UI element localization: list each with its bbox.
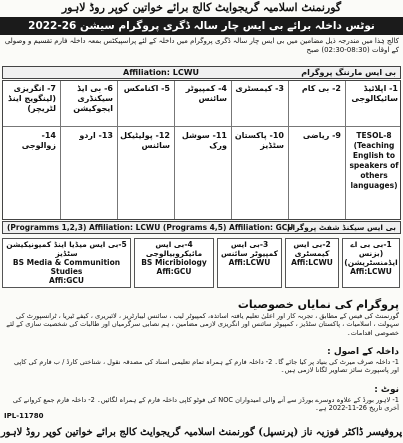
program-7: 7- انگریزی (لینگویج اینڈ لٹریچر) [7,84,56,113]
notice-title: نوٹس داخلہ برائے بی ایس چار سالہ ڈگری پروگرام سیشن [80,20,375,32]
notes-text: 1- لاہور بورڈ کے علاوہ دوسرے بورڈز سے آنے والی امیدواران NOC کی فوٹو کاپی داخلہ فارم کے ہمراہ لگائیں۔ 2- داخلہ فارم جمع کروانے کی آخری تاریخ 26-11-2022 ہے۔ [12,396,399,413]
principal-signature-line: پروفیسر ڈاکٹر فوزیہ ناز (پرنسپل) گورنمنٹ اسلامیہ گریجوایٹ کالج برائے خواتین کوپر روڈ لاہور [0,427,403,438]
program-4: 4- کمپیوٹر سائنس [185,84,227,103]
second-shift-label: بی ایس سیکنڈ شفٹ پروگرام [287,223,396,232]
affiliation-lcwu: Affiliation: LCWU [123,68,200,77]
program-2: 2- بی کام [301,84,341,93]
notice-banner [0,17,403,35]
affiliation-text: (Programms 1,2,3) Affiliation: LCWU (Programs 4,5) Affiliation: GCU [7,223,294,232]
program-1: 1- اپلائیڈ سائیکالوجی [351,84,398,103]
bs2-program-3: 3-بی ایس کمپیوٹر سائنس Affi:LCWU [217,238,282,288]
second-shift-programs [2,236,401,296]
bs2-program-4: 4-بی ایس مائیکروبیالوجی BS Micribiology Affi:GCU [134,238,214,288]
program-10: 10- پاکستان سٹڈیز [234,131,284,150]
bs2-program-2: 2-بی ایس کیمسٹری Affi:LCWU [285,238,339,288]
notes-title: نوٹ : [374,385,399,395]
bs-morning-label: بی ایس مارننگ پروگرام [301,68,396,77]
bs-morning-header [2,66,401,79]
features-title: پروگرام کی نمایاں خصوصیات [237,298,399,311]
program-13: 13- اردو [79,131,113,140]
features-text: گورنمنٹ کی فیس کے مطابق ، تجربہ کار اور اعلیٰ تعلیم یافتہ اساتذہ، کمپیوٹر لیب ، سائنس لیبارٹریز ، لائبریری ، کیفے ٹیریا ، ٹرانسپورٹ کی سہولت ، اسلامیات ، پاکستان سٹڈیز ، کمپیوٹر سائنس اور انگریزی لازمی مضامین ، ہم نصابی سرگرمیاں اور طالبات کی شخصیت سازی کے لئے خصوصی اقدامات۔ [6,312,399,337]
programs-table [2,80,401,220]
program-14: 14- زوالوجی [21,131,56,150]
program-12: 12- پولیٹیکل سائنس [120,131,170,150]
affiliation-bar [2,221,401,234]
bs2-program-5: 5-بی ایس میڈیا اینڈ کمیونیکیشن سٹڈیز BS Media & Communition Studies Affi:GCU [2,238,131,288]
program-9: 9- ریاضی [302,131,341,140]
bs2-program-1: 1-بی بی اے (بزنس ایڈمنسٹریشن) Affi:LCWU [342,238,400,288]
session-year: 2022-26 [28,20,77,32]
rules-text: 1- داخلہ صرف میرٹ کی بنیاد پر کیا جائے گا۔ 2- داخلہ فارم کے ہمراہ تمام تعلیمی اسناد کی مصدقہ نقول ، شناختی کارڈ / ب فارم کی کاپی اور پاسپورٹ سائز تصاویر لگانا لازمی ہیں۔ [13,358,399,375]
college-name: گورنمنٹ اسلامیہ گریجوایٹ کالج برائے خواتین کوپر روڈ لاہور [61,1,342,14]
program-6: 6- بی ایڈ سیکنڈری ایجوکیشن [73,84,113,113]
rules-title: داخلہ کے اصول : [327,347,399,357]
program-3: 3- کیمسٹری [235,84,284,93]
program-5: 5- اکنامکس [123,84,170,93]
program-8: TESOL-8 (Teaching English to speakers of others languages) [349,131,399,190]
intro-text: کالج ہٰذا میں مندرجہ ذیل مضامین میں بی ایس چار سالہ ڈگری پروگرام میں داخلہ کے لئے پراسپیکٹس بمعہ داخلہ فارم تقسیم و وصولی کے اوقات (08:30-02:30) صبح [4,37,399,54]
program-11: 11- سوشل ورک [181,131,227,150]
tesol-description: (Teaching English to speakers of others languages) [349,141,399,190]
ipl-number: IPL-11780 [4,412,44,420]
